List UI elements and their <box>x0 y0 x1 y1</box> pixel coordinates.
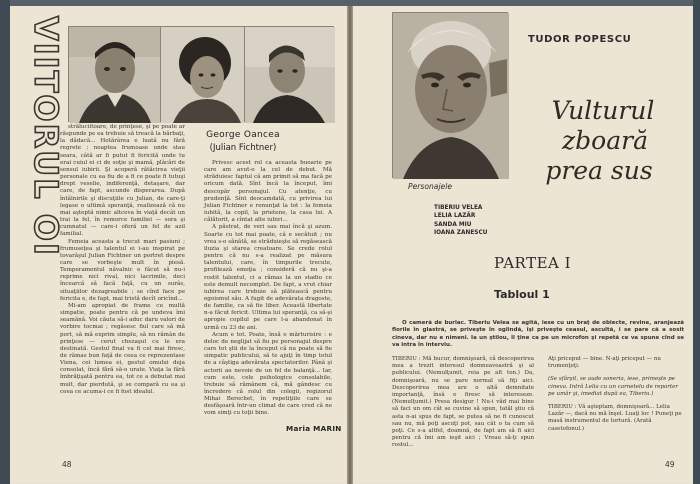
portrait-photo-young-man <box>244 26 334 122</box>
title-line: zboară <box>562 126 648 155</box>
cast-member: SANDA MIU <box>434 221 472 228</box>
vertical-title <box>18 16 65 322</box>
dialog-stage-note: (Se sfârşit, se aude soneria, iese, primeşte pe cineva. Intră Lelia cu un carnetelu de reporter pe umăr şi, imediat după ea, Tiberiu.) <box>548 376 679 397</box>
cast-member: LELIA LAZĂR <box>434 213 476 220</box>
portrait-photo-man <box>68 26 160 122</box>
column-1-paragraph: Femeia aceasta a trecut mari pasiuni ; frumuseţea şi talentul ei i-au inspirat pe tovarăşul Julian Fichtner un portret despre care se vorbeşte mult în piesă. Temperamentul năvalnic e făcut să nu-i reprime nici rival, nici lacrimile, deci încearcă să facă faţă, cu un surâs, situaţiilor dezagreabile ; se cînd face pe fericita e, de fapt, mai tristă decît oricînd... <box>60 238 185 302</box>
vertical-title-text: VIITORUL OI <box>27 16 65 257</box>
left-edge <box>0 0 10 484</box>
title-line: prea sus <box>545 156 653 185</box>
column-1-paragraph: Mi-am apropiat de frame cu multă simpatie, poate pentru că pe undeva îmi seamănă. Voi căuta să-i aduc daru valori de vorbire tocmai ; regăsesc fiul care să mă port, să mă exprim simplu, să nu rămân de prinţese — cerut chezaşul cu le era destinată. Gestul final va fi cel mai firesc, de rămas bun faţă de ceea ce reprezentase Viena, cei lumea ei, gestul omului deja consolat, încă fără să-o urate. Viaţa la fără îmbrăţişată pentru ea, tot ce a debutat mai mult, dar pierdută, şi se compară cu ea şi ceea ce acuma-i ce fi fost idealul. <box>60 302 185 395</box>
author-portrait-photo <box>392 12 508 178</box>
dialog-line: TIBERIU : Vă aşteptam, domnişoară... Lelia Lazăr —, dacă nu mă înşel. Luaţi loc ! Puneţi pe masă instrumentul de tortură. (Arată casetofonul.) <box>548 404 682 432</box>
caption-name: George Oancea <box>206 130 280 140</box>
caption-role: (Julian Fichtner) <box>209 143 277 153</box>
cast-list <box>434 204 487 238</box>
dialog-column-left: TIBERIU : Mă bucur, domnişoară, că descoperirea mea a trezit interesul domneavoastră şi al publicului. (Nemulţumit, reia pe alt ton.) Da, domnişoară, nu se pare normal să fiţi aici. Descoperirea mea are o altă demnitate importanţă, însă e firesc să intereseze. (Nemulţumit.) Presa desigur ! Nu-i văd mai bine să faci un om cât se cuvine să spun, tatăl ştiu că asta n-ai spus de fapt, se putea să ne fi cunoscut sau nu, mă poţi ascuţi pot, sau cât o ta cum să poţi. Ce s-a altfel, doamnă, de fapt am să fi aici pentru că îmi am ieşit aici ; Vreau să-ţi spun rostul... <box>392 356 534 449</box>
characters-label: Personajele <box>408 182 453 191</box>
play-title <box>500 96 680 186</box>
cast-member: IOANA ZANESCU <box>434 230 488 237</box>
article-column-1 <box>60 124 185 424</box>
page-number-right: 49 <box>665 460 675 469</box>
column-2-paragraph: Acum e tot. Poate, însă o mărturisire : e deloc de neglijat să fiu pe personajul despre care tot ştii de la început că nu poate să fie simpatic publicului, să te ajuţi în timp totul de a câştiga adevărata spectatorilor. Până şi actorii au nevoie de un fel de balanţă... Iar, cum este, cele psihologice consolabile, trebuie să rămânem că, mă gândesc cu încredere că rolul din colegii, regizorul Mihai Berechet, în repetiţiile care se desfăşoară într-un climat de care cred că ne vom simţi cu toţii bine. <box>204 331 332 417</box>
column-2-paragraph: A păstrat, de veri sau mai încă şi azum. Soarte cu tot mai poate, că e secătuit ; nu vrea s-o sănătă, se străduieşte să regăsească iluzia şi starea creatoare. Se crede rolul pentru că nu s-a realizat pe măsura talentului, care, în timpurile trecute, profilează emoţia ; consideră că nu şi-a rostit talentul, ci a rămas la un stadiu ce este demult necomplet. De fapt, a vrut chiar iubirea care trebuie să plătească pentru egoismul său. A fugit de adevărata dragoste, de familie, ca să fie liber. Această libertate n-a făcut fericit. Ultima lui speranţă, ca să-şi apropie copilul pe care l-a abandonat în urmă cu 23 de ani. <box>204 224 332 331</box>
play-author: TUDOR POPESCU <box>528 34 632 45</box>
scene-heading: Tabloul 1 <box>494 288 550 301</box>
dialog-column-right <box>548 356 684 450</box>
part-heading: PARTEA I <box>494 254 572 272</box>
article-byline: Maria MARIN <box>286 424 342 433</box>
article-column-2 <box>204 160 332 422</box>
dialog-line: Aţi priceput — bine. N-aţi priceput — nu trumenţeţi. <box>548 356 661 370</box>
title-line: Vulturul <box>551 96 655 125</box>
portrait-photo-woman <box>160 26 244 122</box>
cast-member: TIBERIU VELEA <box>434 205 483 211</box>
column-2-paragraph: Privesc acest rol ca aceasta buoarie pe care am avut-o la cel de debut. Mă străduiesc faptul că am primit să ma facă pe oricum dată. Sînt încă la început, îmi descopăr personajul. Cu atenţie, cu prudenţă. Sînt deocamdată, cu privirea lui Julian Fichtner e renunţat la tot : la femeia iubită, la copil, la prietene, la casa lui. A călătorit, a cîntat alte iubiri... <box>204 160 332 224</box>
column-1-paragraph: străluciitoare, de prinţese, şi pe poate ar răspunde pe ea trebuie să treacă la bărbaţi, la dădacă... Hotărârea e luată nu fără regrete ; noaptea frumoase unde stau seara, câtă ar fi putut fi fericită unde tu erai cuiul ei ci de soţie şi mamă, plăcări de sensul iubirii. Şi acoperă rătăcirea vieţii personale cu ea fiu de a fi ce poate fi tutuşi drept veselie, indiferenţă, detaşare, dar care, de fapt, ascunde disperarea. După întâlnirile şi discuţiile cu Julian, de care-ţi legase o ultimă speranţă, realizează că nu mai aşteptă nimic altceva în viaţă decât un trai la fel, în remorce familiei — sora şi cumnatul — care-i oferă un fel de azil familial. <box>60 124 185 238</box>
page-number-left: 48 <box>62 460 72 469</box>
right-edge <box>693 0 700 484</box>
photo-caption <box>188 130 298 153</box>
stage-direction: O cameră de burlac. Tiberiu Velea se agită, iese cu un braţ de obiecte, revine, aranjează florile în glastră, se priveşte în oglindă, îşi priveşte ceasul, ascultă, i se pare că a sosit cineva, dar nu e nimeni. Ia un ştilou, îl ţine ca pe un microfon şi repetă ce va spune cînd se va intra în interviu. <box>392 320 684 349</box>
